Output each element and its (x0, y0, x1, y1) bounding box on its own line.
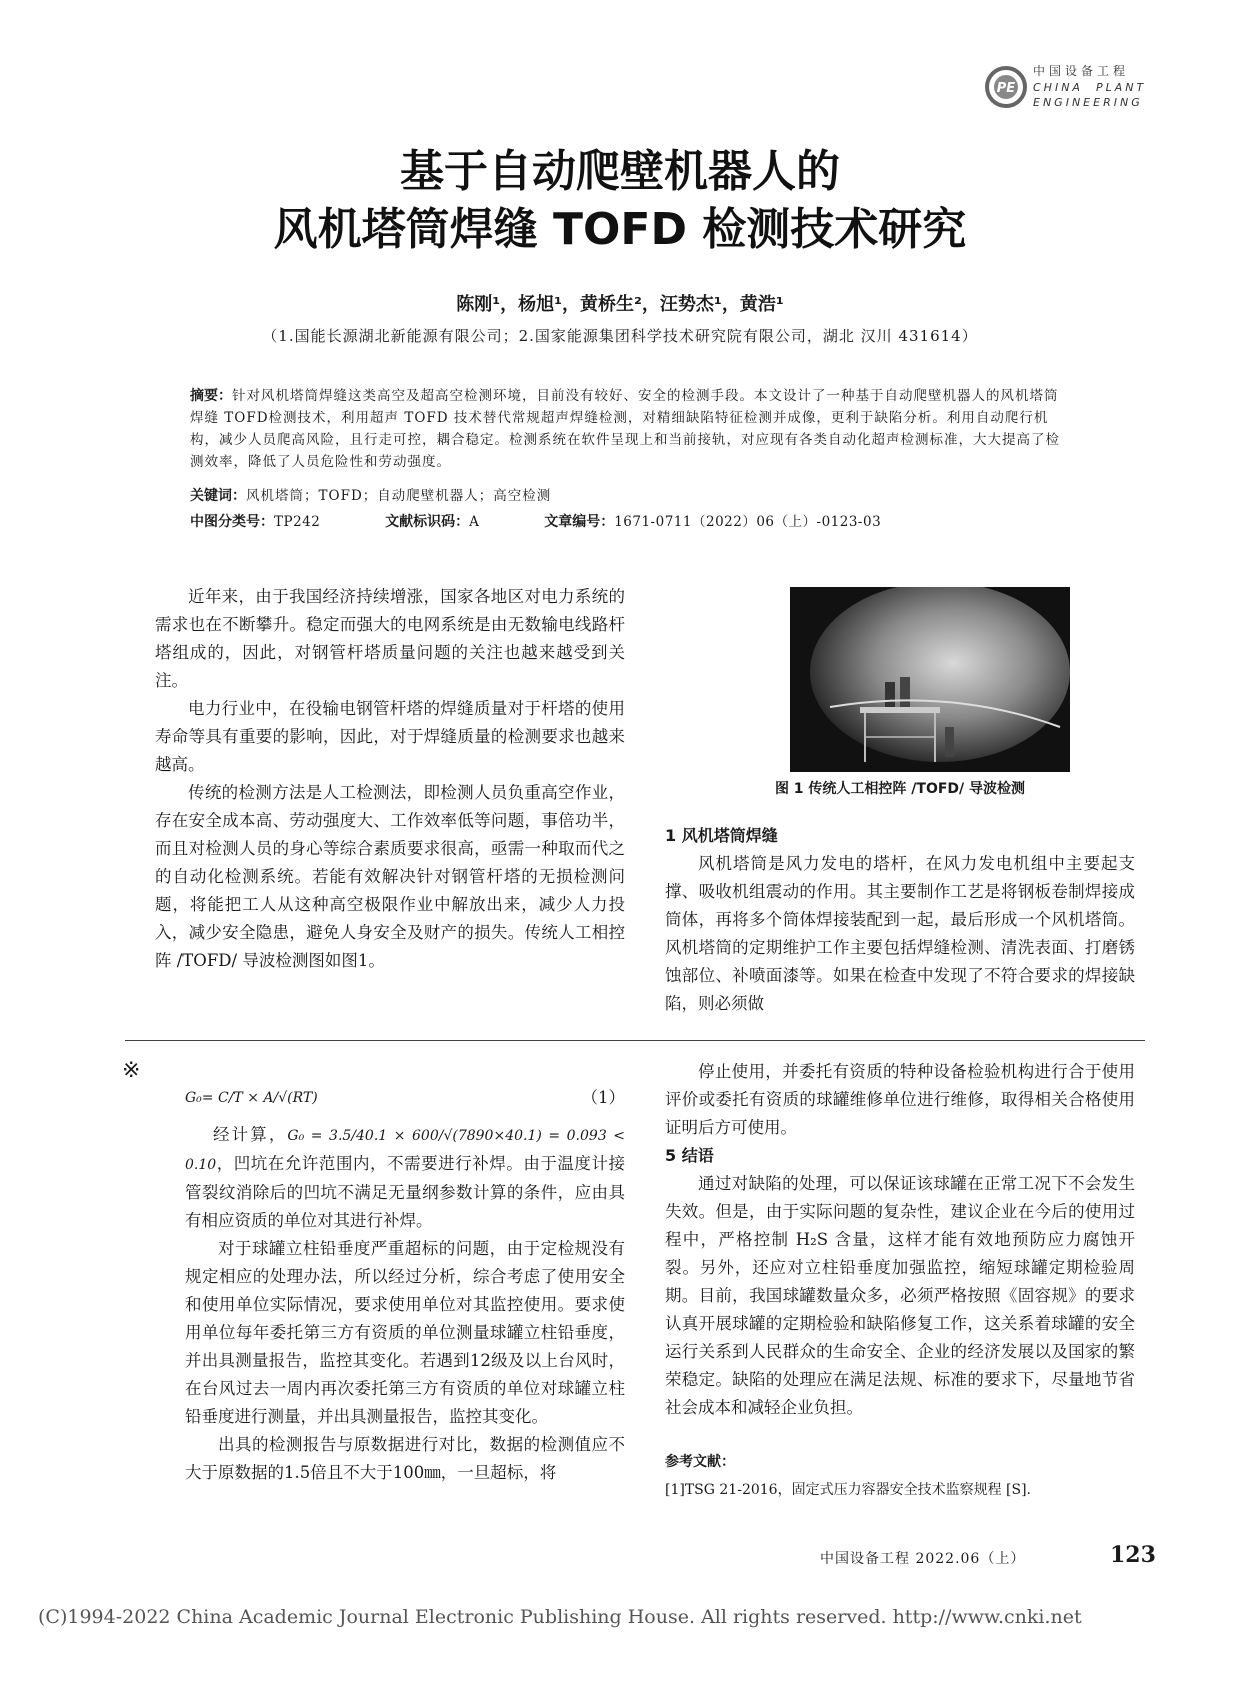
calc-paragraph (185, 1121, 625, 1235)
figure-1-caption: 图 1 传统人工相控阵 /TOFD/ 导波检测 (774, 781, 1026, 797)
footer-journal: 中国设备工程 2022.06（上） (820, 1551, 1026, 1567)
continuation-paragraph: 停止使用，并委托有资质的特种设备检验机构进行合于使用评价或委托有资质的球罐维修单位进行维修，取得相关合格使用证明后方可使用。 (665, 1062, 1135, 1137)
page-number: 123 (1110, 1542, 1156, 1568)
formula-row (185, 1075, 625, 1121)
body-paragraph: 出具的检测报告与原数据进行对比，数据的检测值应不大于原数据的1.5倍且不大于100㎜，一旦超标，将 (185, 1435, 625, 1482)
journal-logo (985, 60, 1155, 120)
doc-code-value: A (469, 514, 480, 530)
formula-number: （1） (581, 1088, 625, 1107)
calc-rest: ，凹坑在允许范围内，不需要进行补焊。由于温度计接管裂纹消除后的凹坑不满足无量纲参数计算的条件，应由具有相应资质的单位对其进行补焊。 (185, 1154, 625, 1230)
abstract (190, 385, 1070, 473)
classification-line (190, 510, 1090, 531)
svg-text:PE: PE (996, 81, 1016, 96)
clc-value: TP242 (274, 514, 321, 530)
body-paragraph: 对于球罐立柱铅垂度严重超标的问题，由于定检规没有规定相应的处理办法，所以经过分析，综合考虑了使用安全和使用单位实际情况，要求使用单位对其监控使用。要求使用单位每年委托第三方有资质的单位测量球罐立柱铅垂度，并出具测量报告，监控其变化。若遇到12级及以上台风时，在台风过去一周内再次委托第三方有资质的单位对球罐立柱铅垂度进行测量，并出具测量报告，监控其变化。 (185, 1239, 625, 1426)
clc-label: 中图分类号： (190, 514, 274, 530)
section-1 (665, 822, 1135, 1018)
keywords (190, 484, 551, 505)
abstract-label: 摘要： (190, 388, 232, 404)
keywords-text: 风机塔筒；TOFD；自动爬壁机器人；高空检测 (246, 488, 552, 504)
section-divider (125, 1040, 1145, 1041)
doc-code-label: 文献标识码： (385, 514, 470, 530)
keywords-label: 关键词： (190, 488, 246, 504)
article-no-value: 1671-0711（2022）06（上）-0123-03 (614, 514, 882, 530)
copyright-notice: (C)1994-2022 China Academic Journal Electronic Publishing House. All rights reserved. http://www.cnki.net (38, 1606, 1082, 1628)
intro-paragraph: 近年来，由于我国经济持续增涨，国家各地区对电力系统的需求也在不断攀升。稳定而强大的电网系统是由无数输电线路杆塔组成的，因此，对钢管杆塔质量问题的关注也越来越受到关注。 (155, 587, 625, 690)
journal-name-en: CHINA PLANT ENGINEERING (1033, 81, 1147, 109)
journal-name-cn: 中国设备工程 (1033, 64, 1130, 78)
lower-left-column (185, 1075, 625, 1487)
abstract-text: 针对风机塔筒焊缝这类高空及超高空检测环境，目前没有较好、安全的检测手段。本文设计了一种基于自动爬壁机器人的风机塔筒焊缝 TOFD检测技术，利用超声 TOFD 技术替代常规超声焊缝检测，对精细缺陷特征检测并成像，更利于缺陷分析。利用自动爬行机构，减少人员爬高风险，且行走可控，耦合稳定。检测系统在软件呈现上和当前接轨，对应现有各类自动化超声检测标准，大大提高了检测效率，降低了人员危险性和劳动强度。 (190, 388, 1060, 470)
section-1-heading: 1 风机塔筒焊缝 (665, 826, 778, 845)
calc-prefix: 经计算， (213, 1125, 288, 1144)
reference-mark: ※ (122, 1058, 141, 1083)
affiliation: （1.国能长源湖北新能源有限公司；2.国家能源集团科学技术研究院有限公司，湖北 汉川 431614） (262, 327, 978, 345)
formula-1: G₀= C/T × A/√(RT) (185, 1090, 318, 1106)
intro-paragraph: 电力行业中，在役输电钢管杆塔的焊缝质量对于杆塔的使用寿命等具有重要的影响，因此，对于焊缝质量的检测要求也越来越高。 (155, 699, 625, 774)
authors: 陈刚¹，杨旭¹，黄桥生²，汪势杰¹，黄浩¹ (456, 294, 784, 315)
paper-title-line1: 基于自动爬壁机器人的 (400, 146, 840, 197)
intro-column (155, 583, 625, 975)
lower-right-column (665, 1058, 1135, 1504)
calc-formula: G₀ = 3.5/40.1 × 600/√(7890×40.1) = 0.093 < 0.10 (185, 1128, 625, 1173)
section-5-heading: 5 结语 (665, 1146, 714, 1165)
references-heading: 参考文献： (665, 1454, 735, 1470)
article-no-label: 文章编号： (544, 514, 615, 530)
figure-1-photo (790, 587, 1070, 772)
journal-logo-icon (985, 66, 1027, 108)
reference-item: [1]TSG 21-2016，固定式压力容器安全技术监察规程 [S]. (665, 1482, 1031, 1498)
paper-title-line2: 风机塔筒焊缝 TOFD 检测技术研究 (273, 204, 967, 255)
section-1-text: 风机塔筒是风力发电的塔杆，在风力发电机组中主要起支撑、吸收机组震动的作用。其主要制作工艺是将钢板卷制焊接成筒体，再将多个筒体焊接装配到一起，最后形成一个风机塔筒。风机塔筒的定期维护工作主要包括焊缝检测、清洗表面、打磨锈蚀部位、补喷面漆等。如果在检查中发现了不符合要求的焊接缺陷，则必须做 (665, 854, 1135, 1013)
conclusion-paragraph: 通过对缺陷的处理，可以保证该球罐在正常工况下不会发生失效。但是，由于实际问题的复杂性，建议企业在今后的使用过程中，严格控制 H₂S 含量，这样才能有效地预防应力腐蚀开裂。另外，还应对立柱铅垂度加强监控，缩短球罐定期检验周期。目前，我国球罐数量众多，必须严格按照《固容规》的要求认真开展球罐的定期检验和缺陷修复工作，这关系着球罐的安全运行关系到人民群众的生命安全、企业的经济发展以及国家的繁荣稳定。缺陷的处理应在满足法规、标准的要求下，尽量地节省社会成本和减轻企业负担。 (665, 1174, 1135, 1417)
intro-paragraph: 传统的检测方法是人工检测法，即检测人员负重高空作业，存在安全成本高、劳动强度大、工作效率低等问题，事倍功半，而且对检测人员的身心等综合素质要求很高，亟需一种取而代之的自动化检测系统。若能有效解决针对钢管杆塔的无损检测问题，将能把工人从这种高空极限作业中解放出来，减少人力投入，减少安全隐患，避免人身安全及财产的损失。传统人工相控阵 /TOFD/ 导波检测图如图1。 (155, 783, 625, 970)
